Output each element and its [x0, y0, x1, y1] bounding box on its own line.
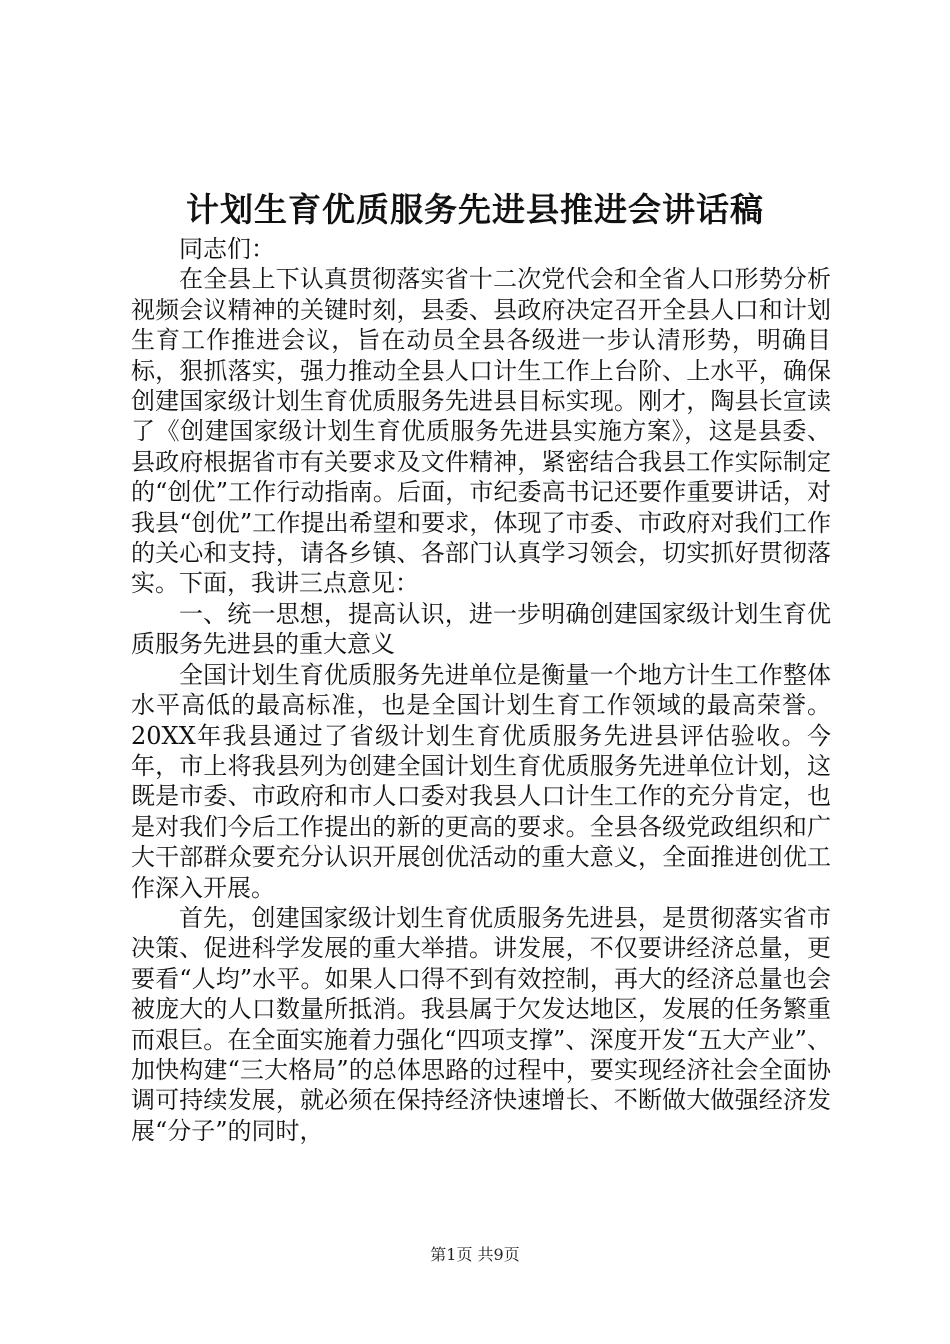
document-body: [131, 234, 831, 1146]
paragraph-first-point: 首先，创建国家级计划生育优质服务先进县，是贯彻落实省市决策、促进科学发展的重大举措。讲发展，不仅要讲经济总量，更要看“人均”水平。如果人口得不到有效控制，再大的经济总量也会被庞大的人口数量所抵消。我县属于欠发达地区，发展的任务繁重而艰巨。在全面实施着力强化“四项支撑”、深度开发“五大产业”、加快构建“三大格局”的总体思路的过程中，要实现经济社会全面协调可持续发展，就必须在保持经济快速增长、不断做大做强经济发展“分子”的同时，: [131, 903, 831, 1145]
salutation: 同志们：: [179, 235, 275, 263]
page-footer: 第1页 共9页: [430, 1245, 520, 1264]
document-title: 计划生育优质服务先进县推进会讲话稿: [186, 190, 764, 229]
paragraph-significance: 全国计划生育优质服务先进单位是衡量一个地方计生工作整体水平高低的最高标准，也是全国计划生育工作领域的最高荣誉。20XX年我县通过了省级计划生育优质服务先进县评估验收。今年，市上将我县列为创建全国计划生育优质服务先进单位计划，这既是市委、市政府和市人口委对我县人口计生工作的充分肯定，也是对我们今后工作提出的新的更高的要求。全县各级党政组织和广大干部群众要充分认识开展创优活动的重大意义，全面推进创优工作深入开展。: [131, 660, 831, 902]
paragraph-intro: 在全县上下认真贯彻落实省十二次党代会和全省人口形势分析视频会议精神的关键时刻，县委、县政府决定召开全县人口和计划生育工作推进会议，旨在动员全县各级进一步认清形势，明确目标，狠抓落实，强力推动全县人口计生工作上台阶、上水平，确保创建国家级计划生育优质服务先进县目标实现。刚才，陶县长宣读了《创建国家级计划生育优质服务先进县实施方案》，这是县委、县政府根据省市有关要求及文件精神，紧密结合我县工作实际制定的“创优”工作行动指南。后面，市纪委高书记还要作重要讲话，对我县“创优”工作提出希望和要求，体现了市委、市政府对我们工作的关心和支持，请各乡镇、各部门认真学习领会，切实抓好贯彻落实。下面，我讲三点意见：: [131, 265, 831, 598]
section-heading-1: 一、统一思想，提高认识，进一步明确创建国家级计划生育优质服务先进县的重大意义: [131, 599, 831, 659]
